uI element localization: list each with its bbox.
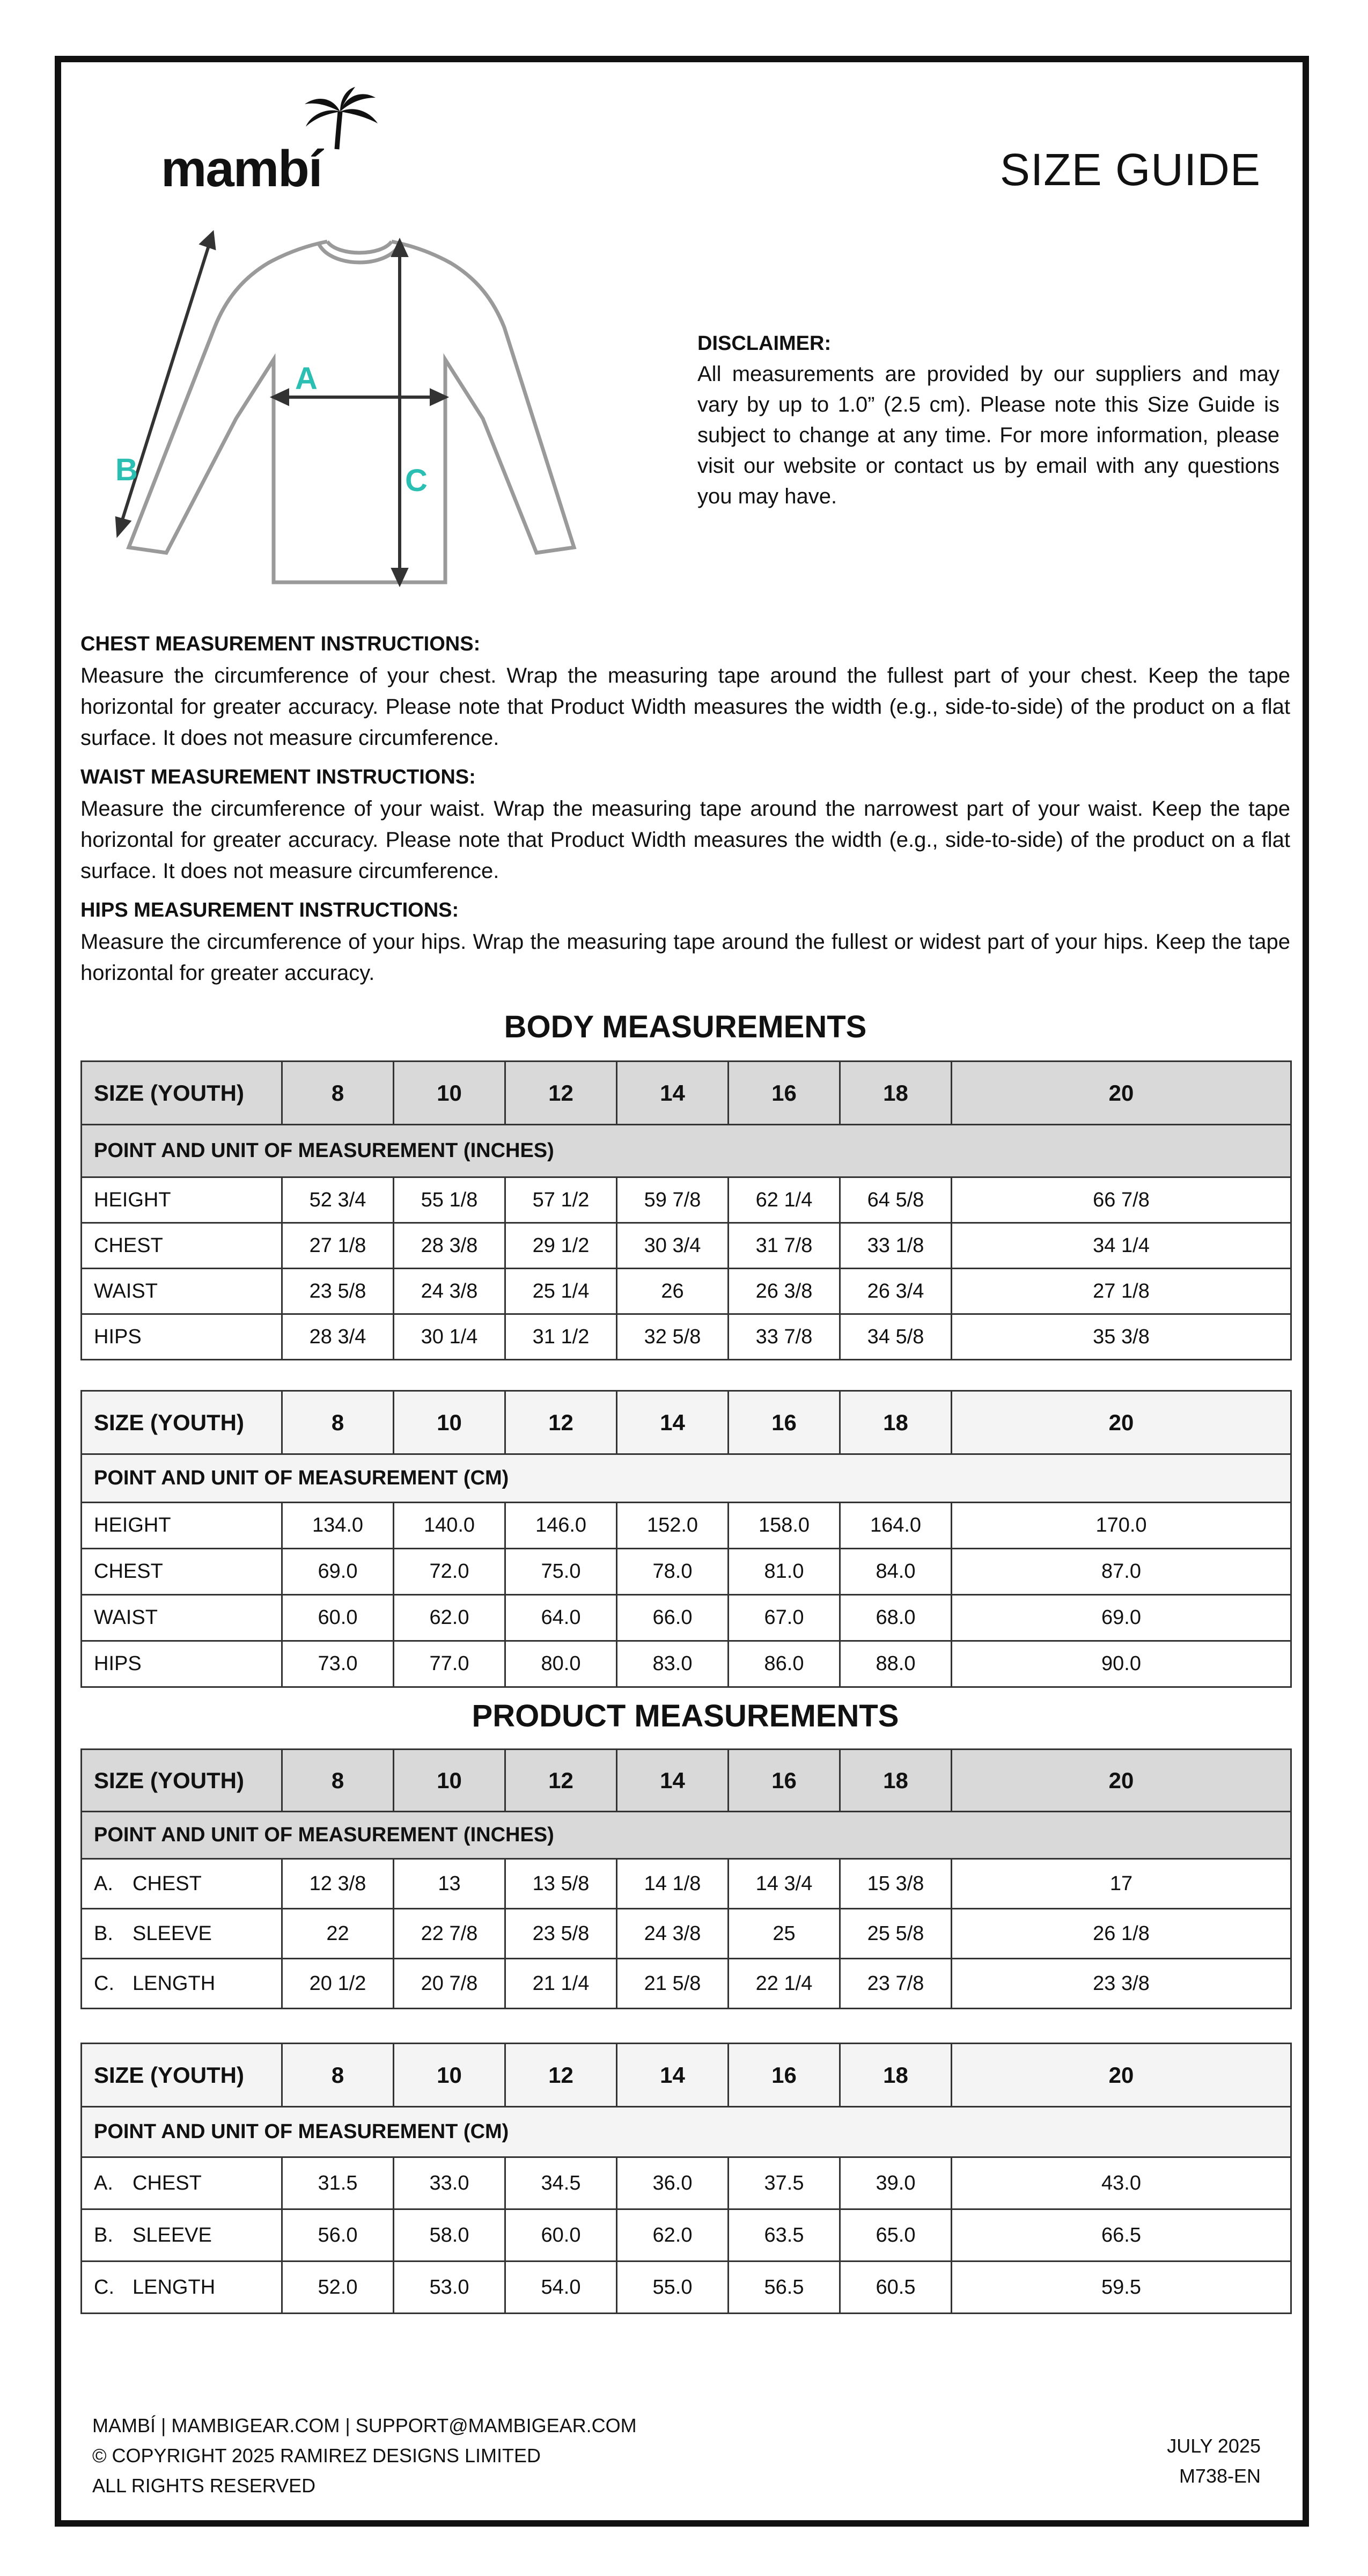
unit-row (82, 1812, 1291, 1859)
value-cell: 13 (394, 1859, 505, 1909)
size-header-row (82, 2044, 1291, 2107)
table-row (82, 1223, 1291, 1269)
row-label-cell (82, 1223, 282, 1269)
value-cell: 66.0 (617, 1595, 729, 1641)
value-cell: 30 1/4 (394, 1314, 505, 1360)
size-label-cell: SIZE (YOUTH) (82, 1391, 282, 1454)
value-cell: 31.5 (282, 2157, 394, 2209)
value-cell: 56.5 (729, 2262, 840, 2314)
value-cell: 55.0 (617, 2262, 729, 2314)
row-label: HEIGHT (94, 1188, 171, 1211)
size-header-cell: 10 (394, 2044, 505, 2107)
page-title: SIZE GUIDE (999, 144, 1261, 195)
shirt-measurement-illustration (107, 225, 622, 601)
value-cell: 57 1/2 (505, 1177, 617, 1223)
value-cell: 75.0 (505, 1549, 617, 1595)
value-cell: 21 1/4 (505, 1959, 617, 2009)
size-header-cell: 20 (952, 2044, 1291, 2107)
row-label: CHEST (133, 1872, 202, 1895)
value-cell: 86.0 (729, 1641, 840, 1687)
size-header-cell: 16 (729, 1391, 840, 1454)
hips-instructions-heading: HIPS MEASUREMENT INSTRUCTIONS: (80, 899, 459, 921)
table-row (82, 1503, 1291, 1549)
size-header-cell: 12 (505, 1391, 617, 1454)
value-cell: 80.0 (505, 1641, 617, 1687)
row-letter: C. (94, 1972, 114, 1995)
value-cell: 28 3/8 (394, 1223, 505, 1269)
size-header-cell: 14 (617, 1750, 729, 1812)
footer-left (92, 2411, 637, 2501)
size-header-cell: 16 (729, 1062, 840, 1125)
unit-label-cell: POINT AND UNIT OF MEASUREMENT (INCHES) (82, 1125, 1291, 1177)
size-header-cell: 20 (952, 1062, 1291, 1125)
value-cell: 78.0 (617, 1549, 729, 1595)
footer-contact: MAMBÍ | MAMBIGEAR.COM | SUPPORT@MAMBIGEAR.COM (92, 2414, 637, 2436)
label-a: A (295, 361, 318, 396)
row-label-cell (82, 1269, 282, 1314)
body-measurements-inches-table (80, 1060, 1292, 1360)
brand-logo (161, 86, 386, 199)
size-label-cell: SIZE (YOUTH) (82, 2044, 282, 2107)
row-label: SLEEVE (133, 2223, 212, 2246)
row-label-cell (82, 1177, 282, 1223)
size-label-cell: SIZE (YOUTH) (82, 1062, 282, 1125)
value-cell: 152.0 (617, 1503, 729, 1549)
row-label-cell (82, 1595, 282, 1641)
table-row (82, 1641, 1291, 1687)
value-cell: 20 1/2 (282, 1959, 394, 2009)
value-cell: 26 1/8 (952, 1909, 1291, 1959)
table-row (82, 2262, 1291, 2314)
value-cell: 60.5 (840, 2262, 952, 2314)
value-cell: 69.0 (952, 1595, 1291, 1641)
value-cell: 36.0 (617, 2157, 729, 2209)
size-header-row (82, 1391, 1291, 1454)
value-cell: 22 1/4 (729, 1959, 840, 2009)
size-header-row (82, 1750, 1291, 1812)
value-cell: 62.0 (394, 1595, 505, 1641)
size-header-cell: 10 (394, 1750, 505, 1812)
value-cell: 58.0 (394, 2209, 505, 2262)
value-cell: 54.0 (505, 2262, 617, 2314)
row-label: HIPS (94, 1652, 142, 1675)
table-row (82, 1595, 1291, 1641)
value-cell: 31 1/2 (505, 1314, 617, 1360)
row-label: CHEST (94, 1234, 163, 1257)
value-cell: 65.0 (840, 2209, 952, 2262)
footer-code: M738-EN (1179, 2465, 1261, 2487)
row-label-cell (82, 1959, 282, 2009)
row-letter: A. (94, 1872, 113, 1895)
row-label: CHEST (94, 1560, 163, 1583)
table-row (82, 1314, 1291, 1360)
measurement-instructions (80, 628, 1290, 996)
disclaimer-heading: DISCLAIMER: (697, 332, 832, 355)
size-label-cell: SIZE (YOUTH) (82, 1750, 282, 1812)
product-measurements-title: PRODUCT MEASUREMENTS (472, 1699, 899, 1733)
unit-row (82, 1454, 1291, 1503)
value-cell: 37.5 (729, 2157, 840, 2209)
value-cell: 140.0 (394, 1503, 505, 1549)
value-cell: 62 1/4 (729, 1177, 840, 1223)
value-cell: 69.0 (282, 1549, 394, 1595)
footer-rights: ALL RIGHTS RESERVED (92, 2475, 316, 2497)
table-row (82, 1549, 1291, 1595)
value-cell: 26 3/4 (840, 1269, 952, 1314)
row-label-cell (82, 1549, 282, 1595)
value-cell: 64.0 (505, 1595, 617, 1641)
footer-date: JULY 2025 (1167, 2435, 1261, 2457)
value-cell: 84.0 (840, 1549, 952, 1595)
value-cell: 27 1/8 (282, 1223, 394, 1269)
value-cell: 43.0 (952, 2157, 1291, 2209)
row-letter: C. (94, 2275, 114, 2299)
value-cell: 68.0 (840, 1595, 952, 1641)
disclaimer-text: All measurements are provided by our suppliers and may vary by up to 1.0” (2.5 cm). Please note this Size Guide is subject to change at any time. For more information, please visit our website or contact us by email with any questions you may have. (697, 362, 1279, 508)
value-cell: 32 5/8 (617, 1314, 729, 1360)
row-label: HEIGHT (94, 1514, 171, 1536)
value-cell: 15 3/8 (840, 1859, 952, 1909)
value-cell: 170.0 (952, 1503, 1291, 1549)
value-cell: 73.0 (282, 1641, 394, 1687)
footer-copyright: © COPYRIGHT 2025 RAMIREZ DESIGNS LIMITED (92, 2445, 541, 2467)
product-measurements-inches-table (80, 1748, 1292, 2009)
size-header-cell: 10 (394, 1062, 505, 1125)
value-cell: 14 1/8 (617, 1859, 729, 1909)
value-cell: 33 7/8 (729, 1314, 840, 1360)
value-cell: 88.0 (840, 1641, 952, 1687)
value-cell: 66 7/8 (952, 1177, 1291, 1223)
value-cell: 23 3/8 (952, 1959, 1291, 2009)
value-cell: 66.5 (952, 2209, 1291, 2262)
value-cell: 67.0 (729, 1595, 840, 1641)
row-label-cell (82, 2209, 282, 2262)
value-cell: 90.0 (952, 1641, 1291, 1687)
chest-instructions-heading: CHEST MEASUREMENT INSTRUCTIONS: (80, 633, 481, 655)
value-cell: 25 (729, 1909, 840, 1959)
size-header-cell: 12 (505, 1062, 617, 1125)
size-header-cell: 16 (729, 1750, 840, 1812)
size-header-cell: 10 (394, 1391, 505, 1454)
value-cell: 39.0 (840, 2157, 952, 2209)
value-cell: 134.0 (282, 1503, 394, 1549)
value-cell: 12 3/8 (282, 1859, 394, 1909)
value-cell: 77.0 (394, 1641, 505, 1687)
value-cell: 31 7/8 (729, 1223, 840, 1269)
unit-row (82, 1125, 1291, 1177)
value-cell: 30 3/4 (617, 1223, 729, 1269)
value-cell: 146.0 (505, 1503, 617, 1549)
size-header-cell: 14 (617, 2044, 729, 2107)
unit-row (82, 2107, 1291, 2157)
value-cell: 24 3/8 (617, 1909, 729, 1959)
size-header-cell: 8 (282, 1391, 394, 1454)
value-cell: 33 1/8 (840, 1223, 952, 1269)
row-label: CHEST (133, 2171, 202, 2194)
row-label-cell (82, 1641, 282, 1687)
body-measurements-cm-table (80, 1390, 1292, 1688)
value-cell: 28 3/4 (282, 1314, 394, 1360)
value-cell: 34 1/4 (952, 1223, 1291, 1269)
value-cell: 63.5 (729, 2209, 840, 2262)
logo-text: mambí (161, 140, 322, 197)
size-header-cell: 14 (617, 1062, 729, 1125)
label-c: C (405, 463, 428, 498)
value-cell: 20 7/8 (394, 1959, 505, 2009)
table-row (82, 1959, 1291, 2009)
footer-right (1167, 2431, 1261, 2491)
row-label-cell (82, 2262, 282, 2314)
value-cell: 34.5 (505, 2157, 617, 2209)
value-cell: 24 3/8 (394, 1269, 505, 1314)
unit-label-cell: POINT AND UNIT OF MEASUREMENT (INCHES) (82, 1812, 1291, 1859)
label-b: B (115, 452, 138, 487)
size-header-cell: 14 (617, 1391, 729, 1454)
table-row (82, 1269, 1291, 1314)
size-header-cell: 12 (505, 1750, 617, 1812)
value-cell: 29 1/2 (505, 1223, 617, 1269)
hips-instructions-text: Measure the circumference of your hips. Wrap the measuring tape around the fullest or widest part of your hips. Keep the tape horizontal for greater accuracy. (80, 930, 1290, 985)
size-header-row (82, 1062, 1291, 1125)
table-row (82, 1859, 1291, 1909)
size-header-cell: 20 (952, 1750, 1291, 1812)
value-cell: 23 5/8 (282, 1269, 394, 1314)
value-cell: 72.0 (394, 1549, 505, 1595)
value-cell: 23 5/8 (505, 1909, 617, 1959)
value-cell: 23 7/8 (840, 1959, 952, 2009)
value-cell: 21 5/8 (617, 1959, 729, 2009)
value-cell: 158.0 (729, 1503, 840, 1549)
size-header-cell: 16 (729, 2044, 840, 2107)
table-row (82, 2157, 1291, 2209)
unit-label-cell: POINT AND UNIT OF MEASUREMENT (CM) (82, 1454, 1291, 1503)
value-cell: 60.0 (505, 2209, 617, 2262)
size-header-cell: 18 (840, 1750, 952, 1812)
size-header-cell: 8 (282, 1062, 394, 1125)
value-cell: 22 7/8 (394, 1909, 505, 1959)
row-label-cell (82, 1503, 282, 1549)
value-cell: 34 5/8 (840, 1314, 952, 1360)
waist-instructions-text: Measure the circumference of your waist. Wrap the measuring tape around the narrowest part of your waist. Keep the tape horizontal for greater accuracy. Please note that Product Width measures the width (e.g., side-to-side) of the product on a flat surface. It does not measure circumference. (80, 797, 1290, 883)
value-cell: 33.0 (394, 2157, 505, 2209)
value-cell: 87.0 (952, 1549, 1291, 1595)
value-cell: 55 1/8 (394, 1177, 505, 1223)
value-cell: 64 5/8 (840, 1177, 952, 1223)
size-header-cell: 12 (505, 2044, 617, 2107)
value-cell: 52.0 (282, 2262, 394, 2314)
value-cell: 53.0 (394, 2262, 505, 2314)
value-cell: 56.0 (282, 2209, 394, 2262)
table-row (82, 1909, 1291, 1959)
value-cell: 26 3/8 (729, 1269, 840, 1314)
row-letter: A. (94, 2171, 113, 2194)
value-cell: 35 3/8 (952, 1314, 1291, 1360)
table-row (82, 2209, 1291, 2262)
row-label: WAIST (94, 1606, 158, 1629)
row-label: LENGTH (133, 1972, 216, 1995)
value-cell: 27 1/8 (952, 1269, 1291, 1314)
value-cell: 59.5 (952, 2262, 1291, 2314)
value-cell: 59 7/8 (617, 1177, 729, 1223)
body-measurements-title: BODY MEASUREMENTS (504, 1009, 867, 1044)
value-cell: 25 5/8 (840, 1909, 952, 1959)
row-letter: B. (94, 1922, 113, 1945)
size-header-cell: 18 (840, 2044, 952, 2107)
unit-label-cell: POINT AND UNIT OF MEASUREMENT (CM) (82, 2107, 1291, 2157)
value-cell: 26 (617, 1269, 729, 1314)
row-label: LENGTH (133, 2275, 216, 2299)
size-header-cell: 18 (840, 1391, 952, 1454)
value-cell: 13 5/8 (505, 1859, 617, 1909)
size-header-cell: 20 (952, 1391, 1291, 1454)
row-label: HIPS (94, 1325, 142, 1348)
value-cell: 62.0 (617, 2209, 729, 2262)
value-cell: 81.0 (729, 1549, 840, 1595)
value-cell: 52 3/4 (282, 1177, 394, 1223)
row-label-cell (82, 1909, 282, 1959)
table-row (82, 1177, 1291, 1223)
value-cell: 22 (282, 1909, 394, 1959)
row-letter: B. (94, 2223, 113, 2246)
value-cell: 83.0 (617, 1641, 729, 1687)
row-label: WAIST (94, 1279, 158, 1302)
size-header-cell: 18 (840, 1062, 952, 1125)
chest-instructions-text: Measure the circumference of your chest. Wrap the measuring tape around the fullest part of your chest. Keep the tape horizontal for greater accuracy. Please note that Product Width measures the width (e.g., side-to-side) of the product on a flat surface. It does not measure circumference. (80, 664, 1290, 750)
size-header-cell: 8 (282, 2044, 394, 2107)
value-cell: 25 1/4 (505, 1269, 617, 1314)
row-label-cell (82, 1859, 282, 1909)
product-measurements-cm-table (80, 2043, 1292, 2314)
row-label-cell (82, 2157, 282, 2209)
row-label-cell (82, 1314, 282, 1360)
disclaimer (697, 328, 1279, 512)
value-cell: 164.0 (840, 1503, 952, 1549)
row-label: SLEEVE (133, 1922, 212, 1945)
value-cell: 17 (952, 1859, 1291, 1909)
size-header-cell: 8 (282, 1750, 394, 1812)
value-cell: 14 3/4 (729, 1859, 840, 1909)
value-cell: 60.0 (282, 1595, 394, 1641)
waist-instructions-heading: WAIST MEASUREMENT INSTRUCTIONS: (80, 766, 476, 788)
